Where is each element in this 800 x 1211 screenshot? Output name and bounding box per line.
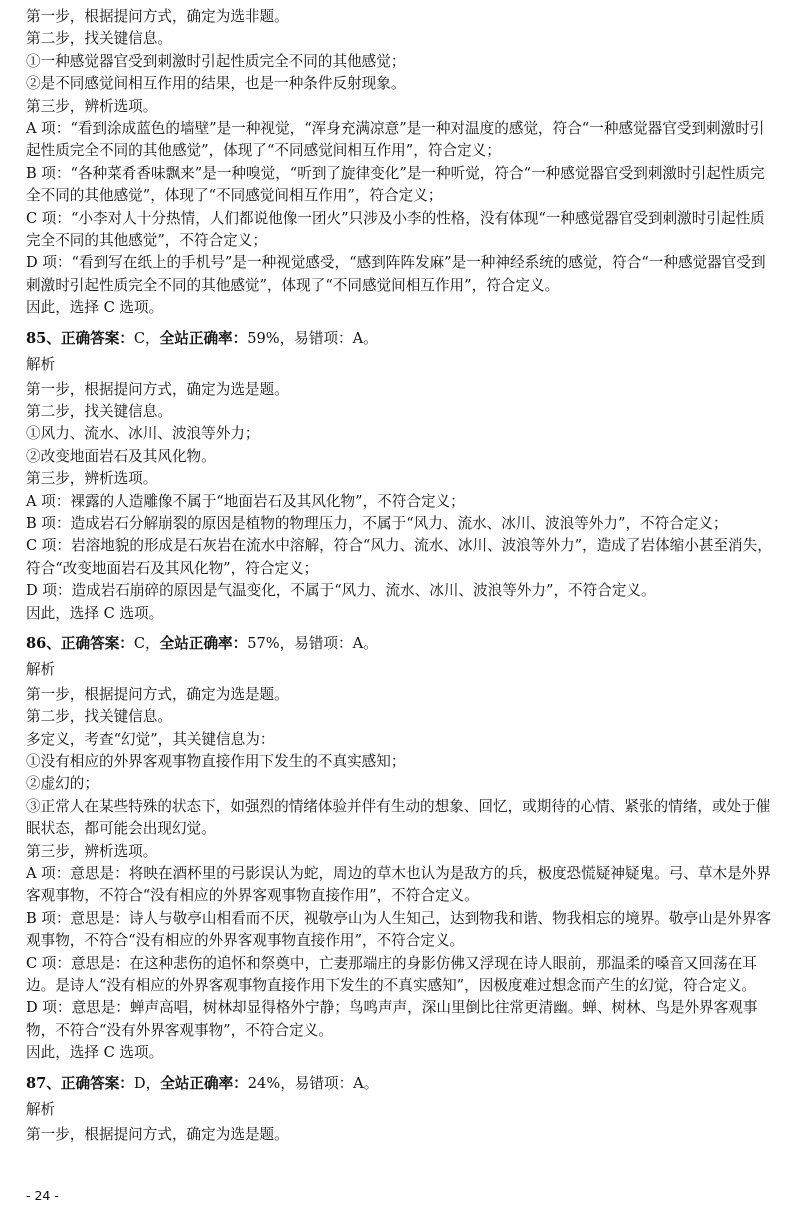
question-85 — [26, 328, 778, 625]
text-paragraph: ③正常人在某些特殊的状态下，如强烈的情绪体验并伴有生动的想象、回忆，或期待的心情、紧张的情绪，或处于催眠状态，都可能会出现幻觉。 — [26, 797, 771, 838]
text-line: 第三步，辨析选项。 — [26, 470, 158, 488]
rate-label: 全站正确率： — [159, 634, 248, 652]
question-header — [26, 633, 778, 655]
text-line: ②改变地面岩石及其风化物。 — [26, 447, 216, 465]
text-line: ①一种感觉器官受到刺激时引起性质完全不同的其他感觉； — [26, 52, 406, 70]
rate-value: 57%，易错项：A。 — [247, 634, 378, 652]
answer-label: 正确答案： — [60, 1074, 134, 1092]
question-header — [26, 1073, 778, 1095]
text-line: 第一步，根据提问方式，确定为选是题。 — [26, 685, 289, 703]
option-d-paragraph: D 项：造成岩石崩碎的原因是气温变化，不属于“风力、流水、冰川、波浪等外力”，不符合定义。 — [26, 582, 656, 600]
conclusion-line: 因此，选择 C 选项。 — [26, 604, 164, 622]
text-line: ②是不同感觉间相互作用的结果，也是一种条件反射现象。 — [26, 75, 406, 93]
rate-label: 全站正确率： — [159, 329, 248, 347]
analysis-label: 解析 — [26, 661, 56, 679]
option-c-paragraph: C 项：“小李对人十分热情，人们都说他像一团火”只涉及小李的性格，没有体现“一种感觉器官受到刺激时引起性质完全不同的其他感觉”，不符合定义； — [26, 209, 765, 250]
text-line: 第一步，根据提问方式，确定为选非题。 — [26, 8, 289, 25]
analysis-label: 解析 — [26, 356, 56, 374]
text-line: 第三步，辨析选项。 — [26, 97, 158, 115]
option-a-paragraph: A 项：裸露的人造雕像不属于“地面岩石及其风化物”，不符合定义； — [26, 492, 465, 510]
answer-value: C， — [133, 634, 160, 652]
page-number: - 24 - — [26, 1188, 59, 1203]
answer-value: D， — [133, 1074, 161, 1092]
answer-value: C， — [133, 329, 160, 347]
answer-label: 正确答案： — [60, 634, 134, 652]
option-c-paragraph: C 项：意思是：在这种悲伤的追怀和祭奠中，亡妻那端庄的身影仿佛又浮现在诗人眼前，那温柔的嗓音又回荡在耳边。是诗人“没有相应的外界客观事物直接作用下发生的不真实感知”，因极度难过想念而产生的幻觉，符合定义。 — [26, 954, 757, 995]
intro-block — [26, 6, 778, 320]
option-b-paragraph: B 项：造成岩石分解崩裂的原因是植物的物理压力，不属于“风力、流水、冰川、波浪等外力”，不符合定义； — [26, 514, 728, 532]
text-line: 第二步，找关键信息。 — [26, 708, 172, 726]
conclusion-line: 因此，选择 C 选项。 — [26, 1044, 164, 1062]
option-d-paragraph: D 项：“看到写在纸上的手机号”是一种视觉感受，“感到阵阵发麻”是一种神经系统的感觉，符合“一种感觉器官受到刺激时引起性质完全不同的其他感觉”，体现了“不同感觉间相互作用”，符合定义。 — [26, 254, 766, 294]
text-line: 第二步，找关键信息。 — [26, 30, 172, 48]
text-line: ②虚幻的； — [26, 775, 99, 793]
rate-label: 全站正确率： — [160, 1074, 248, 1092]
text-line: 第一步，根据提问方式，确定为选是题。 — [26, 1125, 289, 1143]
option-d-paragraph: D 项：意思是：蝉声高唱，树林却显得格外宁静；鸟鸣声声，深山里倒比往常更清幽。蝉、树林、鸟是外界客观事物，不符合“没有外界客观事物”，不符合定义。 — [26, 999, 758, 1039]
question-header — [26, 328, 778, 350]
option-c-paragraph: C 项：岩溶地貌的形成是石灰岩在流水中溶解，符合“风力、流水、冰川、波浪等外力”，造成了岩体缩小甚至消失，符合“改变地面岩石及其风化物”，符合定义； — [26, 537, 772, 577]
question-number: 86、 — [26, 634, 61, 652]
text-line: 第三步，辨析选项。 — [26, 842, 158, 860]
rate-value: 59%，易错项：A。 — [247, 329, 378, 347]
option-a-paragraph: A 项：“看到涂成蓝色的墙壁”是一种视觉，“浑身充满凉意”是一种对温度的感觉，符合“一种感觉器官受到刺激时引起性质完全不同的其他感觉”，体现了“不同感觉间相互作用”，符合定义； — [26, 120, 765, 160]
document-body — [26, 6, 778, 1146]
option-a-paragraph: A 项：意思是：将映在酒杯里的弓影误认为蛇，周边的草木也认为是敌方的兵，极度恐慌疑神疑鬼。弓、草木是外界客观事物，不符合“没有相应的外界客观事物直接作用”，不符合定义。 — [26, 865, 771, 905]
question-number: 87、 — [26, 1074, 61, 1092]
question-87 — [26, 1073, 778, 1146]
answer-label: 正确答案： — [60, 329, 134, 347]
text-line: 第一步，根据提问方式，确定为选是题。 — [26, 380, 289, 398]
option-b-paragraph: B 项：“各种菜肴香味飘来”是一种嗅觉，“听到了旋律变化”是一种听觉，符合“一种感觉器官受到刺激时引起性质完全不同的其他感觉”，体现了“不同感觉间相互作用”，符合定义； — [26, 164, 765, 205]
question-86 — [26, 633, 778, 1065]
rate-value: 24%，易错项：A。 — [247, 1074, 379, 1092]
option-b-paragraph: B 项：意思是：诗人与敬亭山相看而不厌，视敬亭山为人生知己，达到物我和谐、物我相忘的境界。敬亭山是外界客观事物，不符合“没有相应的外界客观事物直接作用”，不符合定义。 — [26, 909, 772, 950]
text-line: 第二步，找关键信息。 — [26, 402, 172, 420]
question-number: 85、 — [26, 329, 61, 347]
analysis-label: 解析 — [26, 1101, 56, 1119]
text-line: 多定义，考查“幻觉”，其关键信息为： — [26, 730, 275, 748]
text-line: ①风力、流水、冰川、波浪等外力； — [26, 425, 260, 443]
conclusion-line: 因此，选择 C 选项。 — [26, 299, 164, 317]
text-line: ①没有相应的外界客观事物直接作用下发生的不真实感知； — [26, 753, 406, 770]
